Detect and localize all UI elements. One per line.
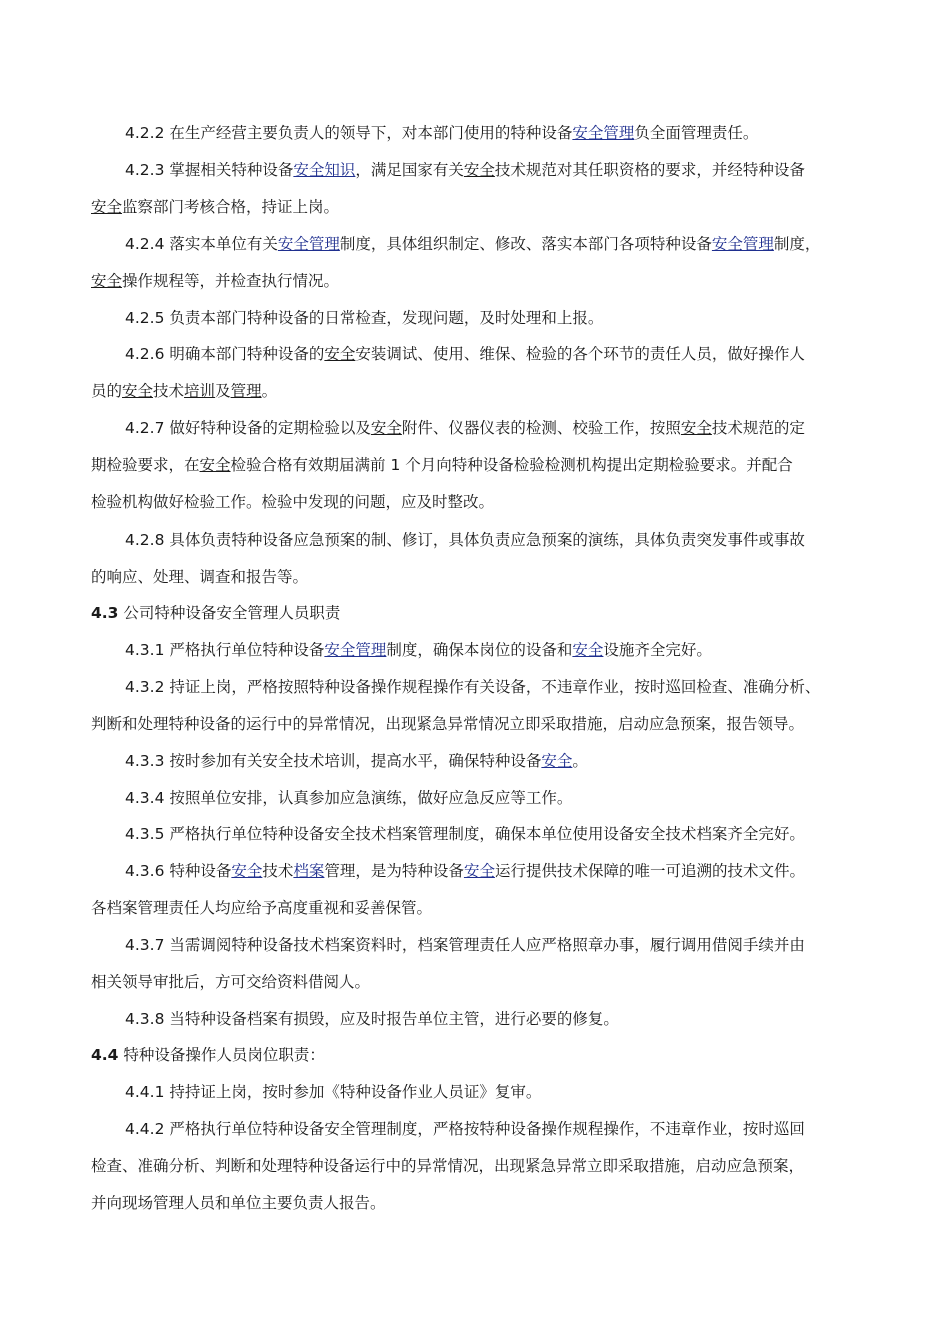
text-run: 判断和处理特种设备的运行中的异常情况，出现紧急异常情况立即采取措施，启动应急预案，报告领导。 bbox=[91, 715, 805, 733]
link-safety[interactable]: 安全 bbox=[541, 752, 573, 770]
text-run: 4.2.6 明确本部门特种设备的 bbox=[125, 345, 325, 363]
text-run: 技术 bbox=[153, 382, 185, 400]
text-run: 4.2.8 具体负责特种设备应急预案的制、修订，具体负责应急预案的演练，具体负责突发事件或事故 bbox=[125, 531, 805, 549]
paragraph-4-3-7 bbox=[125, 935, 805, 955]
paragraph-continuation bbox=[91, 1156, 804, 1176]
text-run: 4.2.4 落实本单位有关 bbox=[125, 235, 278, 253]
text-run: 设施齐全完好。 bbox=[603, 641, 712, 659]
paragraph-continuation bbox=[91, 455, 793, 475]
link-safety[interactable]: 安全 bbox=[91, 272, 123, 290]
text-run: 的响应、处理、调查和报告等。 bbox=[91, 568, 309, 586]
paragraph-4-3-6 bbox=[125, 861, 805, 881]
link-safety[interactable]: 安全 bbox=[572, 641, 604, 659]
paragraph-continuation bbox=[91, 381, 277, 401]
link-safety[interactable]: 安全 bbox=[463, 161, 495, 179]
text-run: 4.3.4 按照单位安排，认真参加应急演练，做好应急反应等工作。 bbox=[125, 789, 573, 807]
paragraph-continuation bbox=[91, 714, 804, 734]
text-run: 4.4.1 持持证上岗，按时参加《特种设备作业人员证》复审。 bbox=[125, 1083, 542, 1101]
text-run: 技术 bbox=[262, 862, 294, 880]
link-safety[interactable]: 安全 bbox=[91, 198, 123, 216]
text-run: 。 bbox=[261, 382, 278, 400]
text-run: 及 bbox=[215, 382, 231, 400]
link-safety[interactable]: 安全 bbox=[370, 419, 402, 437]
paragraph-4-2-3 bbox=[125, 160, 805, 180]
paragraph-4-2-2 bbox=[125, 123, 758, 143]
paragraph-continuation bbox=[91, 898, 432, 918]
link-training[interactable]: 培训 bbox=[184, 382, 216, 400]
text-run: 技术规范对其任职资格的要求，并经特种设备 bbox=[494, 161, 805, 179]
text-run: 检查、准确分析、判断和处理特种设备运行中的异常情况，出现紧急异常立即采取措施，启动应急预案， bbox=[91, 1157, 805, 1175]
paragraph-continuation bbox=[91, 972, 370, 992]
text-run: 并向现场管理人员和单位主要负责人报告。 bbox=[91, 1194, 386, 1212]
paragraph-continuation bbox=[91, 271, 339, 291]
paragraph-continuation bbox=[91, 1193, 386, 1213]
text-run: 4.3.7 当需调阅特种设备技术档案资料时，档案管理责任人应严格照章办事，履行调用借阅手续并由 bbox=[125, 936, 805, 954]
paragraph-continuation bbox=[91, 567, 308, 587]
text-run: 相关领导审批后，方可交给资料借阅人。 bbox=[91, 973, 371, 991]
paragraph-4-2-4 bbox=[125, 234, 820, 254]
section-title: 公司特种设备安全管理人员职责 bbox=[118, 604, 341, 622]
text-run: 4.3.3 按时参加有关安全技术培训，提高水平，确保特种设备 bbox=[125, 752, 542, 770]
text-run: 4.4.2 严格执行单位特种设备安全管理制度，严格按特种设备操作规程操作，不违章作业，按时巡回 bbox=[125, 1120, 805, 1138]
text-run: 附件、仪器仪表的检测、校验工作，按照 bbox=[401, 419, 681, 437]
paragraph-4-4-1 bbox=[125, 1082, 541, 1102]
text-run: 操作规程等，并检查执行情况。 bbox=[122, 272, 340, 290]
text-run: ，满足国家有关 bbox=[355, 161, 464, 179]
section-number: 4.3 bbox=[91, 604, 119, 622]
text-run: 4.3.1 严格执行单位特种设备 bbox=[125, 641, 325, 659]
text-run: 4.2.5 负责本部门特种设备的日常检查，发现问题，及时处理和上报。 bbox=[125, 309, 604, 327]
paragraph-4-2-5 bbox=[125, 308, 603, 328]
link-safety[interactable]: 安全 bbox=[231, 862, 263, 880]
text-run: 4.3.2 持证上岗，严格按照特种设备操作规程操作有关设备，不违章作业，按时巡回检查、准确分析、 bbox=[125, 678, 821, 696]
text-run: 检验机构做好检验工作。检验中发现的问题，应及时整改。 bbox=[91, 493, 495, 511]
paragraph-4-3-2 bbox=[125, 677, 820, 697]
paragraph-continuation bbox=[91, 197, 339, 217]
text-run: 制度， bbox=[773, 235, 821, 253]
paragraph-4-2-6 bbox=[125, 344, 805, 364]
text-run: 检验合格有效期届满前 1 个月向特种设备检验检测机构提出定期检验要求。并配合 bbox=[230, 456, 793, 474]
text-run: 4.2.3 掌握相关特种设备 bbox=[125, 161, 294, 179]
link-safety[interactable]: 安全 bbox=[324, 345, 356, 363]
text-run: 4.3.5 严格执行单位特种设备安全技术档案管理制度，确保本单位使用设备安全技术档案齐全完好。 bbox=[125, 825, 805, 843]
link-safety[interactable]: 安全 bbox=[199, 456, 231, 474]
link-archive[interactable]: 档案 bbox=[293, 862, 325, 880]
text-run: 员的 bbox=[91, 382, 123, 400]
link-safety-management[interactable]: 安全管理 bbox=[572, 124, 635, 142]
text-run: 4.3.8 当特种设备档案有损毁，应及时报告单位主管，进行必要的修复。 bbox=[125, 1010, 619, 1028]
paragraph-4-3-3 bbox=[125, 751, 588, 771]
text-run: 负全面管理责任。 bbox=[634, 124, 759, 142]
text-run: 制度，具体组织制定、修改、落实本部门各项特种设备 bbox=[339, 235, 712, 253]
paragraph-4-4-2 bbox=[125, 1119, 805, 1139]
text-run: 技术规范的定 bbox=[711, 419, 805, 437]
paragraph-4-2-7 bbox=[125, 418, 805, 438]
text-run: 期检验要求，在 bbox=[91, 456, 200, 474]
link-safety[interactable]: 安全 bbox=[122, 382, 154, 400]
link-safety[interactable]: 安全 bbox=[680, 419, 712, 437]
link-safety[interactable]: 安全 bbox=[463, 862, 495, 880]
text-run: 运行提供技术保障的唯一可追溯的技术文件。 bbox=[494, 862, 805, 880]
link-safety-knowledge[interactable]: 安全知识 bbox=[293, 161, 356, 179]
paragraph-4-3-8 bbox=[125, 1009, 619, 1029]
text-run: 制度，确保本岗位的设备和 bbox=[386, 641, 573, 659]
text-run: 各档案管理责任人均应给予高度重视和妥善保管。 bbox=[91, 899, 433, 917]
paragraph-4-3-4 bbox=[125, 788, 572, 808]
text-run: 。 bbox=[572, 752, 588, 770]
paragraph-4-2-8 bbox=[125, 530, 805, 550]
section-heading-4-3 bbox=[91, 603, 340, 623]
paragraph-continuation bbox=[91, 492, 494, 512]
link-safety-management[interactable]: 安全管理 bbox=[324, 641, 387, 659]
paragraph-4-3-5 bbox=[125, 824, 805, 844]
text-run: 监察部门考核合格，持证上岗。 bbox=[122, 198, 340, 216]
link-safety-management[interactable]: 安全管理 bbox=[277, 235, 340, 253]
paragraph-4-3-1 bbox=[125, 640, 712, 660]
section-number: 4.4 bbox=[91, 1046, 119, 1064]
text-run: 管理，是为特种设备 bbox=[324, 862, 464, 880]
text-run: 4.2.7 做好特种设备的定期检验以及 bbox=[125, 419, 371, 437]
text-run: 4.3.6 特种设备 bbox=[125, 862, 232, 880]
section-heading-4-4 bbox=[91, 1045, 325, 1065]
link-management[interactable]: 管理 bbox=[230, 382, 262, 400]
section-title: 特种设备操作人员岗位职责： bbox=[118, 1046, 325, 1064]
text-run: 4.2.2 在生产经营主要负责人的领导下，对本部门使用的特种设备 bbox=[125, 124, 573, 142]
link-safety-management[interactable]: 安全管理 bbox=[711, 235, 774, 253]
text-run: 安装调试、使用、维保、检验的各个环节的责任人员，做好操作人 bbox=[355, 345, 805, 363]
